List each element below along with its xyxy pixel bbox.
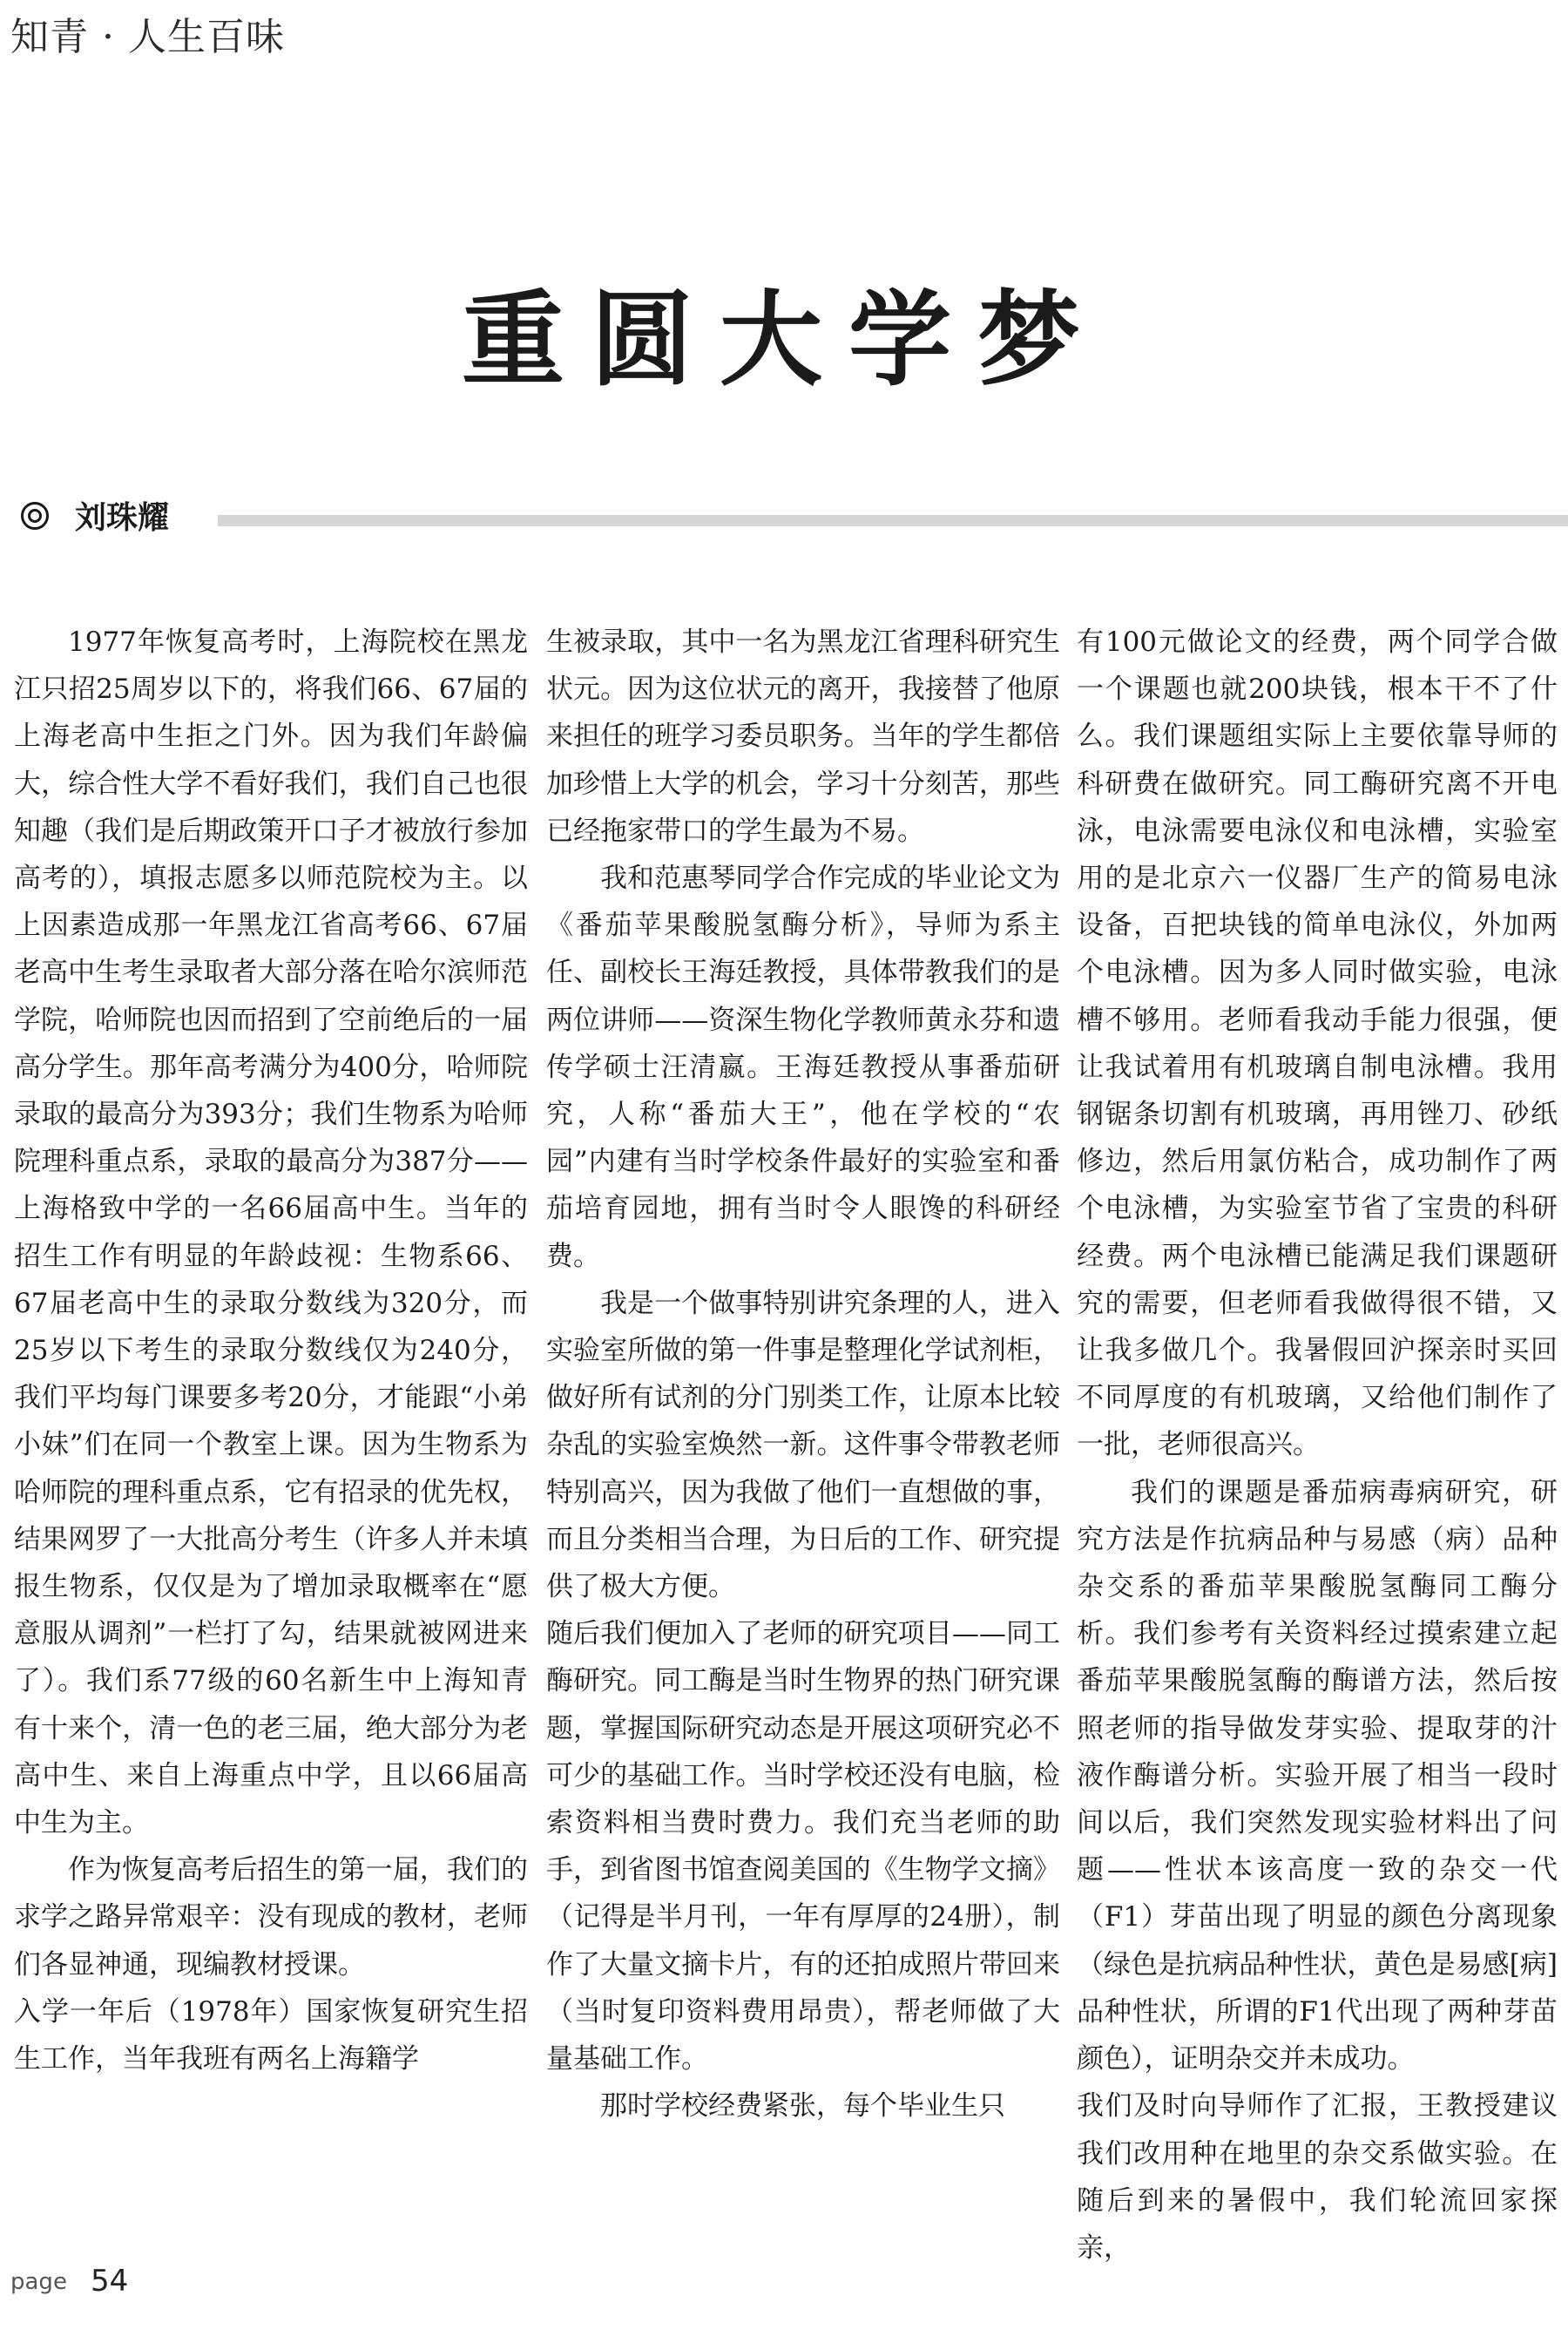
byline	[21, 493, 169, 538]
page-label: page	[10, 2269, 67, 2295]
article-title: 重圆大学梦	[461, 280, 1106, 400]
paragraph: 我们及时向导师作了汇报，王教授建议我们改用种在地里的杂交系做实验。在随后到来的暑假中，我们轮流回家探亲，	[1077, 2090, 1558, 2264]
paragraph: 我是一个做事特别讲究条理的人，进入实验室所做的第一件事是整理化学试剂柜，做好所有试剂的分门别类工作，让原本比较杂乱的实验室焕然一新。这件事令带教老师特别高兴，因为我做了他们一直想做的事，而且分类相当合理，为日后的工作、研究提供了极大方便。	[546, 1287, 1060, 1603]
paragraph: 我和范惠琴同学合作完成的毕业论文为《番茄苹果酸脱氢酶分析》，导师为系主任、副校长王海廷教授，具体带教我们的是两位讲师——资深生物化学教师黄永芬和遗传学硕士汪清嬴。王海廷教授从事番茄研究，人称“番茄大王”，他在学校的“农园”内建有当时学校条件最好的实验室和番茄培育园地，拥有当时令人眼馋的科研经费。	[546, 863, 1060, 1272]
paragraph: 我们的课题是番茄病毒病研究，研究方法是作抗病品种与易感（病）品种杂交系的番茄苹果酸脱氢酶同工酶分析。我们参考有关资料经过摸索建立起番茄苹果酸脱氢酶的酶谱方法，然后按照老师的指导做发芽实验、提取芽的汁液作酶谱分析。实验开展了相当一段时间以后，我们突然发现实验材料出了问题——性状本该高度一致的杂交一代（F1）芽苗出现了明显的颜色分离现象（绿色是抗病品种性状，黄色是易感[病]品种性状，所谓的F1代出现了两种芽苗颜色），证明杂交并未成功。	[1077, 1476, 1558, 2075]
section-header: 知青 · 人生百味	[10, 15, 285, 59]
text-column-2	[546, 619, 1060, 2130]
byline-rule	[218, 515, 1568, 526]
text-column-1	[14, 619, 528, 2082]
text-column-3	[1077, 619, 1558, 2272]
author-name: 刘珠耀	[75, 500, 170, 536]
paragraph: 入学一年后（1978年）国家恢复研究生招生工作，当年我班有两名上海籍学	[14, 1995, 528, 2075]
double-circle-icon	[21, 502, 49, 530]
paragraph: 随后我们便加入了老师的研究项目——同工酶研究。同工酶是当时生物界的热门研究课题，掌握国际研究动态是开展这项研究必不可少的基础工作。当时学校还没有电脑，检索资料相当费时费力。我们充当老师的助手，到省图书馆查阅美国的《生物学文摘》（记得是半月刊，一年有厚厚的24册），制作了大量文摘卡片，有的还拍成照片带回来（当时复印资料费用昂贵），帮老师做了大量基础工作。	[546, 1618, 1060, 2075]
paragraph: 生被录取，其中一名为黑龙江省理科研究生状元。因为这位状元的离开，我接替了他原来担任的班学习委员职务。当年的学生都倍加珍惜上大学的机会，学习十分刻苦，那些已经拖家带口的学生最为不易。	[546, 626, 1060, 847]
paragraph: 有100元做论文的经费，两个同学合做一个课题也就200块钱，根本干不了什么。我们课题组实际上主要依靠导师的科研费在做研究。同工酶研究离不开电泳，电泳需要电泳仪和电泳槽，实验室用的是北京六一仪器厂生产的简易电泳设备，百把块钱的简单电泳仪，外加两个电泳槽。因为多人同时做实验，电泳槽不够用。老师看我动手能力很强，便让我试着用有机玻璃自制电泳槽。我用钢锯条切割有机玻璃，再用锉刀、砂纸修边，然后用氯仿粘合，成功制作了两个电泳槽，为实验室节省了宝贵的科研经费。两个电泳槽已能满足我们课题研究的需要，但老师看我做得很不错，又让我多做几个。我暑假回沪探亲时买回不同厚度的有机玻璃，又给他们制作了一批，老师很高兴。	[1077, 626, 1558, 1461]
paragraph: 作为恢复高考后招生的第一届，我们的求学之路异常艰辛：没有现成的教材，老师们各显神通，现编教材授课。	[14, 1854, 528, 1981]
paragraph: 那时学校经费紧张，每个毕业生只	[600, 2090, 1005, 2123]
page-number: 54	[91, 2264, 129, 2299]
paragraph: 1977年恢复高考时，上海院校在黑龙江只招25周岁以下的，将我们66、67届的上海老高中生拒之门外。因为我们年龄偏大，综合性大学不看好我们，我们自己也很知趣（我们是后期政策开口子才被放行参加高考的），填报志愿多以师范院校为主。以上因素造成那一年黑龙江省高考66、67届老高中生考生录取者大部分落在哈尔滨师范学院，哈师院也因而招到了空前绝后的一届高分学生。那年高考满分为400分，哈师院录取的最高分为393分；我们生物系为哈师院理科重点系，录取的最高分为387分——上海格致中学的一名66届高中生。当年的招生工作有明显的年龄歧视：生物系66、67届老高中生的录取分数线为320分，而25岁以下考生的录取分数线仅为240分，我们平均每门课要多考20分，才能跟“小弟小妹”们在同一个教室上课。因为生物系为哈师院的理科重点系，它有招录的优先权，结果网罗了一大批高分考生（许多人并未填报生物系，仅仅是为了增加录取概率在“愿意服从调剂”一栏打了勾，结果就被网进来了）。我们系77级的60名新生中上海知青有十来个，清一色的老三届，绝大部分为老高中生、来自上海重点中学，且以66届高中生为主。	[14, 626, 528, 1839]
